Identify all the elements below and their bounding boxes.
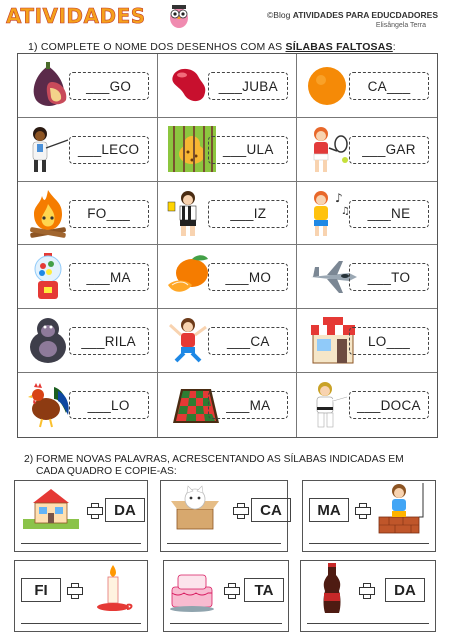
author-credit: Elisângela Terra: [375, 22, 426, 29]
cake-icon: [168, 563, 216, 613]
word-combo-panel: [14, 560, 148, 632]
plus-icon: [233, 503, 247, 517]
syllable-grid: [17, 53, 438, 438]
svg-text:♫: ♫: [341, 205, 351, 217]
grid-cell: [18, 245, 158, 309]
syllable-answer-box[interactable]: ___LECO: [69, 136, 149, 164]
boy-wall-icon: [377, 481, 433, 535]
grid-cell: [158, 309, 298, 373]
syllable-box: DA: [385, 578, 425, 602]
syllable-answer-box[interactable]: ___GAR: [349, 136, 429, 164]
syllable-answer-box[interactable]: ___CA: [208, 327, 288, 355]
syllable-answer-box[interactable]: ___NE: [349, 200, 429, 228]
grid-cell: [18, 182, 158, 246]
syllable-answer-box[interactable]: CA___: [349, 72, 429, 100]
syllable-answer-box[interactable]: ___MA: [208, 391, 288, 419]
jumping-boy-icon: [164, 315, 212, 365]
word-combo-panel: [300, 560, 436, 632]
owl-icon: [168, 3, 190, 29]
plus-icon: [87, 503, 101, 517]
grid-cell: [297, 309, 437, 373]
house-icon: [23, 485, 79, 529]
grid-cell: [18, 54, 158, 118]
syllable-box: MA: [309, 498, 349, 522]
grid-cell: [18, 118, 158, 182]
syllable-answer-box[interactable]: ___MO: [208, 263, 288, 291]
syllable-answer-box[interactable]: ___TO: [349, 263, 429, 291]
tennis-girl-icon: [303, 124, 351, 174]
answer-line[interactable]: [170, 623, 282, 624]
bean-icon: [164, 60, 212, 110]
syllable-box: TA: [244, 578, 284, 602]
answer-line[interactable]: [21, 623, 141, 624]
syllable-answer-box[interactable]: ___LO: [69, 391, 149, 419]
grid-cell: [158, 118, 298, 182]
grid-cell: [158, 373, 298, 437]
gumball-machine-icon: [24, 251, 72, 301]
svg-text:♪: ♪: [335, 190, 343, 205]
plus-icon: [355, 503, 369, 517]
grid-cell: [158, 54, 298, 118]
grid-cell: [297, 54, 437, 118]
fire-icon: [24, 188, 72, 238]
grid-cell: [18, 309, 158, 373]
rooster-icon: [24, 379, 72, 429]
syllable-box: CA: [251, 498, 291, 522]
singing-boy-icon: [303, 188, 351, 238]
grid-cell: [158, 245, 298, 309]
candle-icon: [93, 563, 133, 613]
grid-cell: [18, 373, 158, 437]
question-2-instruction: 2) FORME NOVAS PALAVRAS, ACRESCENTANDO AS SÍLABAS INDICADAS EM CADA QUADRO E COPIE-AS:: [24, 454, 404, 477]
answer-line[interactable]: [307, 623, 429, 624]
plus-icon: [224, 583, 238, 597]
gorilla-icon: [24, 315, 72, 365]
answer-line[interactable]: [309, 543, 429, 544]
orange-icon: [303, 60, 351, 110]
syllable-answer-box[interactable]: ___GO: [69, 72, 149, 100]
word-combo-panel: [163, 560, 289, 632]
syllable-answer-box[interactable]: ___RILA: [69, 327, 149, 355]
grid-cell: [297, 182, 437, 246]
blog-credit: ©Blog ATIVIDADES PARA EDUCDADORES: [267, 10, 438, 20]
syllable-answer-box[interactable]: LO___: [349, 327, 429, 355]
syllable-answer-box[interactable]: FO___: [69, 200, 149, 228]
question-1-instruction: 1) COMPLETE O NOME DOS DESENHOS COM AS SÍLABAS FALTOSAS:: [28, 41, 396, 53]
syllable-answer-box[interactable]: ___MA: [69, 263, 149, 291]
syllable-answer-box[interactable]: ___DOCA: [349, 391, 429, 419]
grid-cell: [158, 182, 298, 246]
answer-line[interactable]: [167, 543, 281, 544]
page-header: [0, 0, 452, 36]
answer-line[interactable]: [21, 543, 141, 544]
syllable-answer-box[interactable]: ___JUBA: [208, 72, 288, 100]
cat-box-icon: [169, 485, 221, 531]
referee-icon: [164, 188, 212, 238]
grid-cell: [297, 373, 437, 437]
plus-icon: [359, 583, 373, 597]
syllable-answer-box[interactable]: ___IZ: [208, 200, 288, 228]
fig-icon: [24, 60, 72, 110]
word-combo-panel: [14, 480, 148, 552]
word-combo-panel: [160, 480, 288, 552]
plus-icon: [67, 583, 81, 597]
grid-cell: [297, 118, 437, 182]
word-combo-panel: [302, 480, 436, 552]
karate-boy-icon: [303, 379, 351, 429]
grid-cell: [297, 245, 437, 309]
syllable-box: FI: [21, 578, 61, 602]
teacher-icon: [24, 124, 72, 174]
syllable-box: DA: [105, 498, 145, 522]
logo-text: ATIVIDADES: [6, 4, 146, 28]
tangerine-icon: [164, 251, 212, 301]
soda-bottle-icon: [317, 563, 347, 615]
syllable-answer-box[interactable]: ___ULA: [208, 136, 288, 164]
